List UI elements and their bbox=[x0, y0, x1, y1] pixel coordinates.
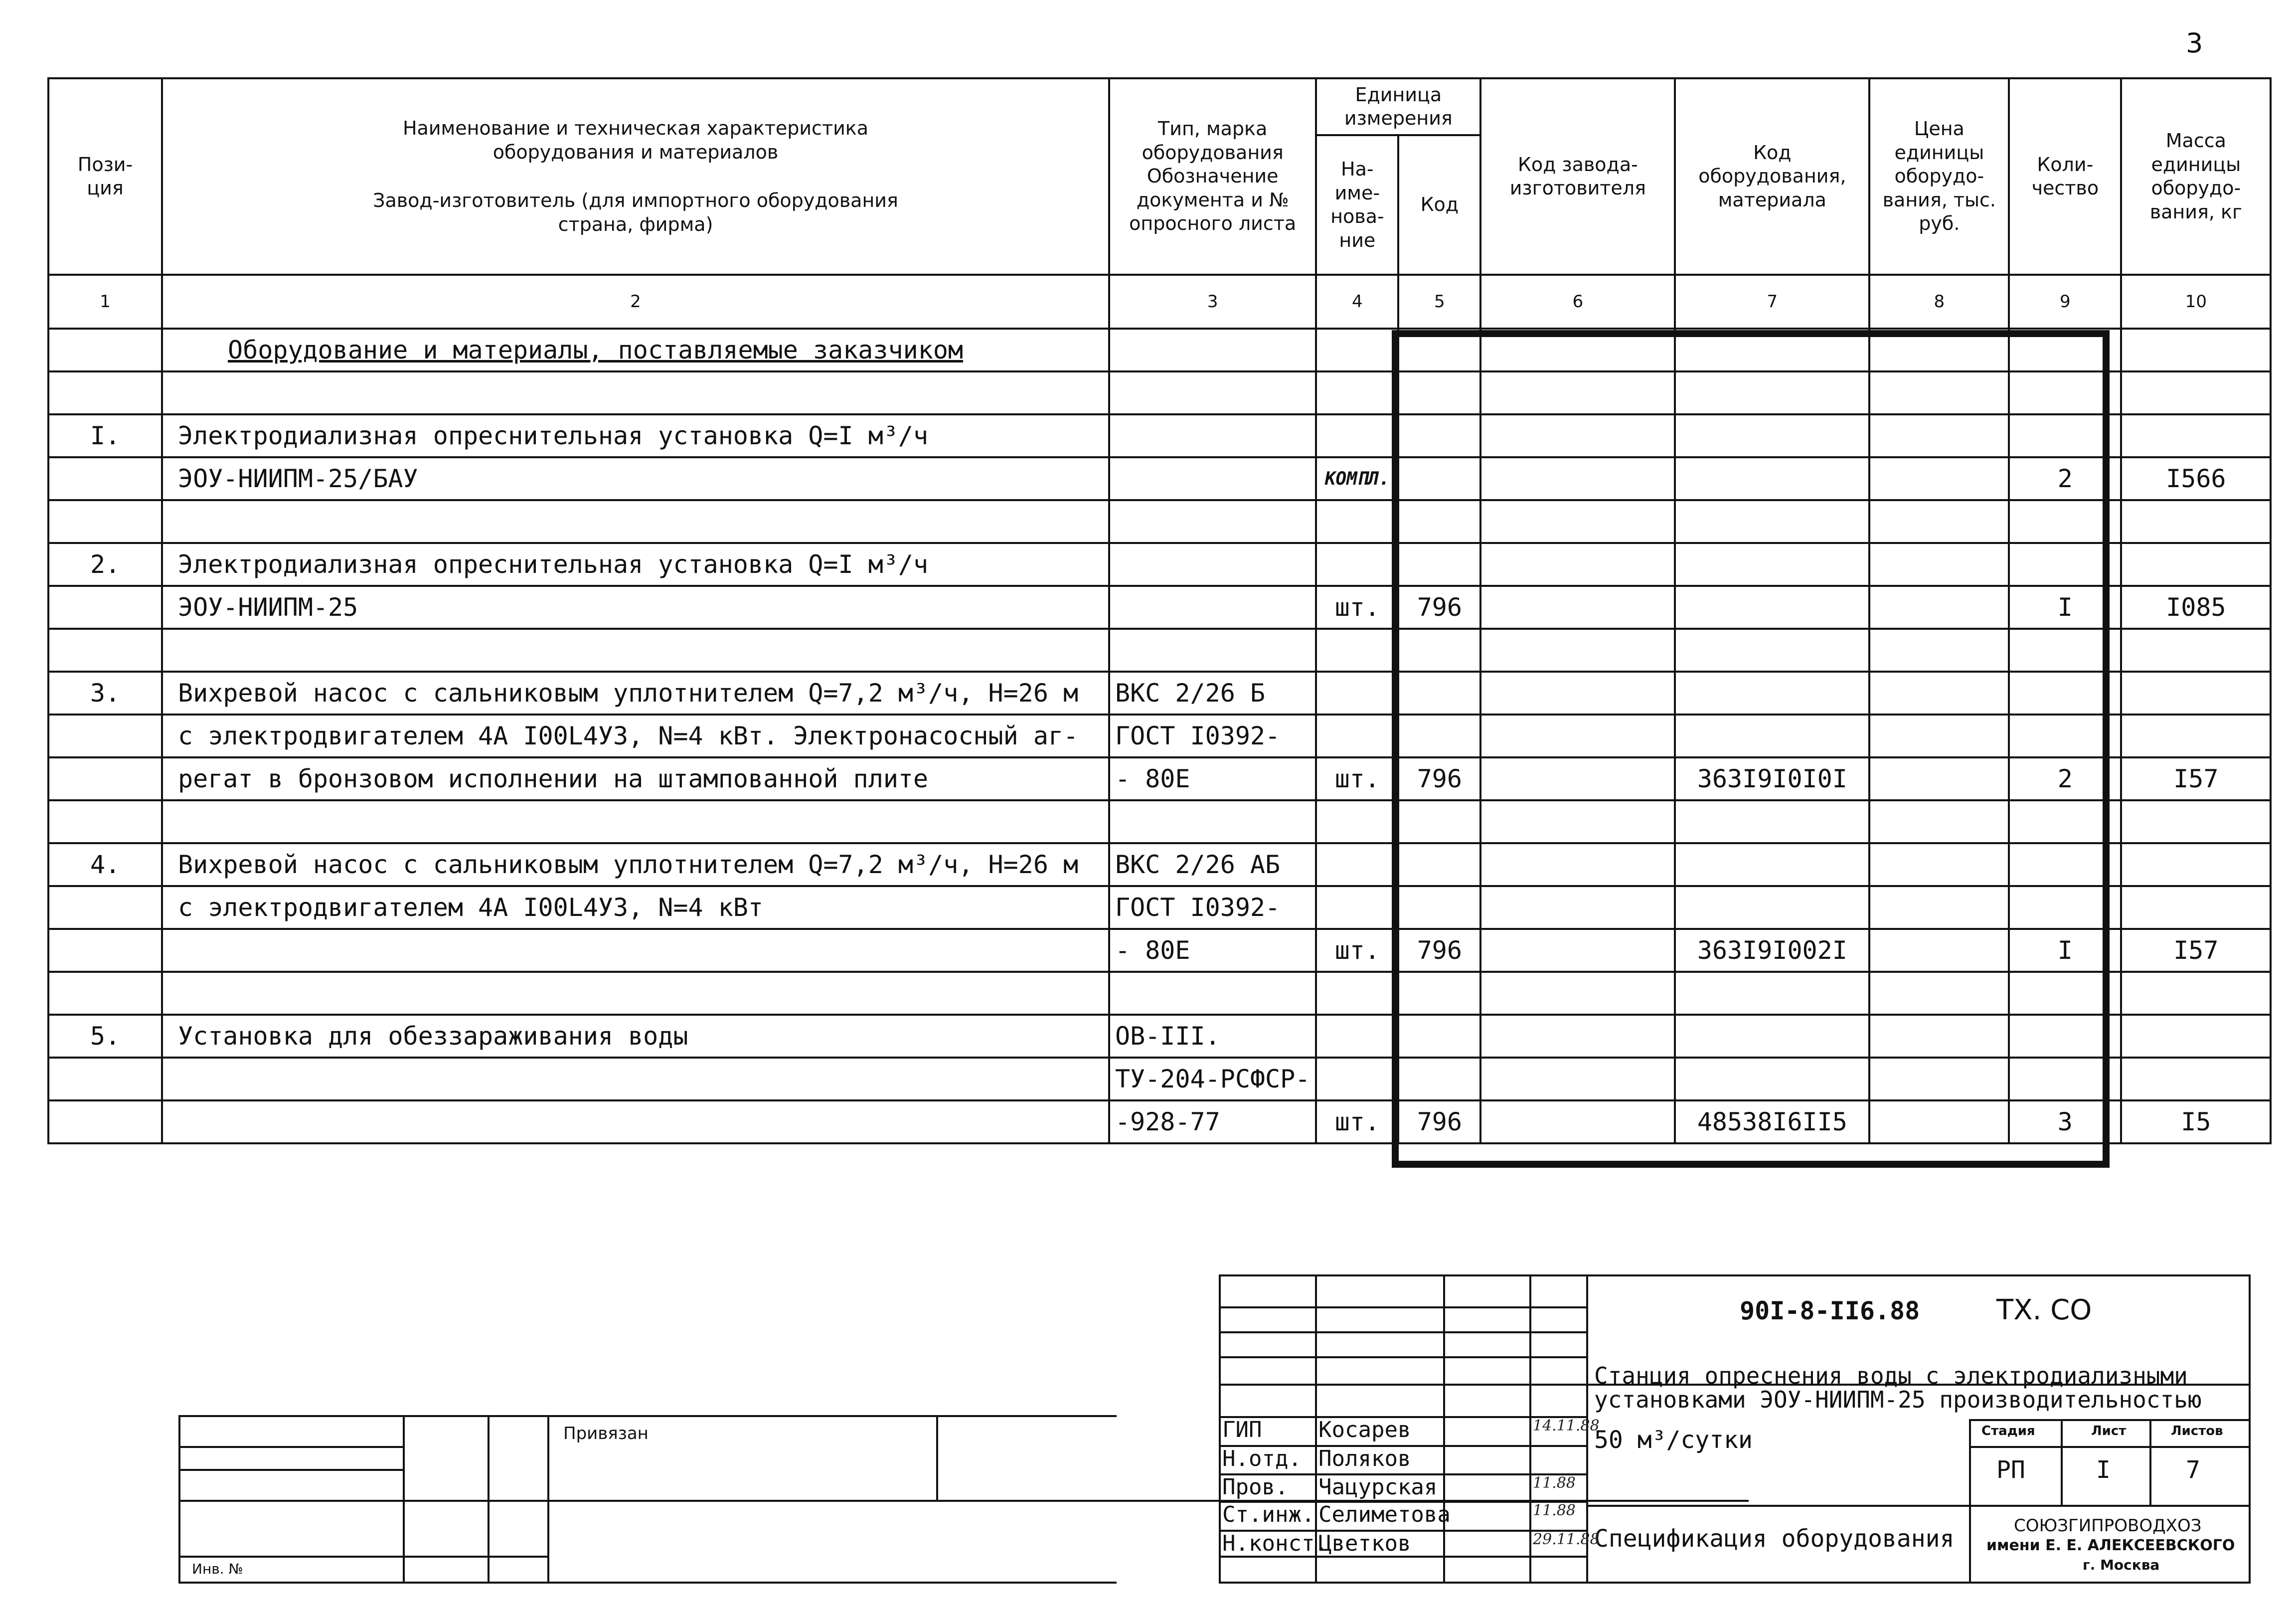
equipment-code-cell bbox=[1675, 629, 1869, 672]
factory-code-cell bbox=[1480, 629, 1675, 672]
factory-code-cell bbox=[1480, 1100, 1675, 1143]
signature-role: Ст.инж. bbox=[1222, 1502, 1315, 1527]
table-row bbox=[48, 972, 2271, 1015]
name-cell: с электродвигателем 4А I00L4У3, N=4 кВт. Электронасосный аг- bbox=[162, 715, 1109, 757]
factory-code-cell bbox=[1480, 1015, 1675, 1058]
header-quantity: Коли- чество bbox=[2009, 78, 2121, 275]
table-row bbox=[48, 1100, 2271, 1143]
signature-role: Н.отд. bbox=[1222, 1446, 1302, 1471]
column-number: 4 bbox=[1316, 275, 1398, 329]
quantity-cell bbox=[2009, 543, 2121, 586]
unit-name-cell: шт. bbox=[1316, 757, 1398, 800]
mass-cell bbox=[2121, 672, 2271, 715]
type-cell bbox=[1109, 457, 1316, 500]
position-cell bbox=[48, 586, 162, 629]
name-cell: с электродвигателем 4А I00L4У3, N=4 кВт bbox=[162, 886, 1109, 929]
quantity-cell bbox=[2009, 886, 2121, 929]
quantity-cell bbox=[2009, 371, 2121, 414]
type-cell bbox=[1109, 414, 1316, 457]
name-cell: Вихревой насос с сальниковым уплотнителем Q=7,2 м³/ч, Н=26 м bbox=[162, 843, 1109, 886]
stage-label: Стадия bbox=[1981, 1424, 2035, 1439]
factory-code-cell bbox=[1480, 972, 1675, 1015]
equipment-code-cell bbox=[1675, 457, 1869, 500]
signature-date: 11.88 bbox=[1533, 1474, 1576, 1492]
column-number: 6 bbox=[1480, 275, 1675, 329]
column-number: 2 bbox=[162, 275, 1109, 329]
mass-cell: I57 bbox=[2121, 757, 2271, 800]
factory-code-cell bbox=[1480, 715, 1675, 757]
position-cell bbox=[48, 929, 162, 972]
equipment-code-cell bbox=[1675, 972, 1869, 1015]
quantity-cell bbox=[2009, 500, 2121, 543]
price-cell bbox=[1869, 715, 2009, 757]
name-cell: Электродиализная опреснительная установка Q=I м³/ч bbox=[162, 543, 1109, 586]
sheet-value: I bbox=[2096, 1456, 2111, 1484]
project-title: Станция опреснения воды с электродиализными установками ЭОУ-НИИПМ-25 производительностью bbox=[1594, 1362, 2202, 1413]
table-row bbox=[48, 1015, 2271, 1058]
quantity-cell bbox=[2009, 843, 2121, 886]
name-cell bbox=[162, 1100, 1109, 1143]
type-cell bbox=[1109, 629, 1316, 672]
table-row bbox=[48, 757, 2271, 800]
inventory-label: Инв. № bbox=[192, 1561, 243, 1577]
price-cell bbox=[1869, 1015, 2009, 1058]
table-row bbox=[48, 457, 2271, 500]
specification-table bbox=[47, 77, 2272, 1144]
column-number: 10 bbox=[2121, 275, 2271, 329]
unit-code-cell bbox=[1398, 1015, 1480, 1058]
unit-name-cell bbox=[1316, 543, 1398, 586]
position-cell: 5. bbox=[48, 1015, 162, 1058]
mass-cell bbox=[2121, 543, 2271, 586]
type-cell bbox=[1109, 500, 1316, 543]
type-cell: ВКС 2/26 Б bbox=[1109, 672, 1316, 715]
header-unit-name: На- име- нова- ние bbox=[1316, 135, 1398, 275]
table-row bbox=[48, 543, 2271, 586]
signature-name: Поляков bbox=[1318, 1446, 1411, 1471]
unit-name-cell: шт. bbox=[1316, 1100, 1398, 1143]
mass-cell bbox=[2121, 972, 2271, 1015]
type-cell bbox=[1109, 586, 1316, 629]
equipment-code-cell bbox=[1675, 414, 1869, 457]
mass-cell: I57 bbox=[2121, 929, 2271, 972]
equipment-code-cell bbox=[1675, 1015, 1869, 1058]
type-cell: ВКС 2/26 АБ bbox=[1109, 843, 1316, 886]
document-mark: ТХ. СО bbox=[1996, 1294, 2092, 1326]
unit-name-cell bbox=[1316, 886, 1398, 929]
signature-name: Цветков bbox=[1318, 1531, 1411, 1556]
table-row bbox=[48, 672, 2271, 715]
price-cell bbox=[1869, 1058, 2009, 1100]
factory-code-cell bbox=[1480, 414, 1675, 457]
table-row bbox=[48, 500, 2271, 543]
equipment-code-cell bbox=[1675, 886, 1869, 929]
unit-code-cell bbox=[1398, 800, 1480, 843]
quantity-cell bbox=[2009, 629, 2121, 672]
mass-cell bbox=[2121, 500, 2271, 543]
organization-name: СОЮЗГИПРОВОДХОЗ bbox=[2014, 1516, 2202, 1536]
unit-code-cell: 796 bbox=[1398, 1100, 1480, 1143]
unit-code-cell bbox=[1398, 457, 1480, 500]
table-row bbox=[48, 800, 2271, 843]
quantity-cell: I bbox=[2009, 929, 2121, 972]
mass-cell bbox=[2121, 886, 2271, 929]
equipment-code-cell bbox=[1675, 800, 1869, 843]
signature-name: Селиметова bbox=[1318, 1502, 1451, 1527]
mass-cell bbox=[2121, 414, 2271, 457]
quantity-cell bbox=[2009, 800, 2121, 843]
table-row bbox=[48, 371, 2271, 414]
unit-code-cell bbox=[1398, 886, 1480, 929]
equipment-code-cell bbox=[1675, 715, 1869, 757]
position-cell bbox=[48, 1058, 162, 1100]
header-unit-group: Единица измерения bbox=[1316, 78, 1480, 135]
name-cell: регат в бронзовом исполнении на штампованной плите bbox=[162, 757, 1109, 800]
unit-code-cell bbox=[1398, 972, 1480, 1015]
signature-date: 29.11.88 bbox=[1533, 1531, 1600, 1548]
position-cell: 3. bbox=[48, 672, 162, 715]
name-cell: ЭОУ-НИИПМ-25/БАУ bbox=[162, 457, 1109, 500]
name-cell bbox=[162, 929, 1109, 972]
sheet-label: Лист bbox=[2091, 1424, 2127, 1439]
equipment-code-cell bbox=[1675, 500, 1869, 543]
table-row bbox=[48, 929, 2271, 972]
factory-code-cell bbox=[1480, 543, 1675, 586]
position-cell bbox=[48, 886, 162, 929]
factory-code-cell bbox=[1480, 929, 1675, 972]
quantity-cell: 3 bbox=[2009, 1100, 2121, 1143]
table-row bbox=[48, 586, 2271, 629]
sheet-number: 3 bbox=[2186, 27, 2203, 59]
equipment-code-cell bbox=[1675, 1058, 1869, 1100]
unit-code-cell bbox=[1398, 715, 1480, 757]
name-cell: ЭОУ-НИИПМ-25 bbox=[162, 586, 1109, 629]
name-cell bbox=[162, 500, 1109, 543]
position-cell bbox=[48, 800, 162, 843]
column-number: 7 bbox=[1675, 275, 1869, 329]
table-row bbox=[48, 1058, 2271, 1100]
type-cell: ТУ-204-РСФСР- bbox=[1109, 1058, 1316, 1100]
type-cell bbox=[1109, 800, 1316, 843]
signature-date: 11.88 bbox=[1533, 1502, 1576, 1519]
header-type: Тип, марка оборудования Обозначение документа и № опросного листа bbox=[1109, 78, 1316, 275]
unit-name-cell: шт. bbox=[1316, 586, 1398, 629]
column-number: 5 bbox=[1398, 275, 1480, 329]
position-cell bbox=[48, 371, 162, 414]
unit-code-cell bbox=[1398, 629, 1480, 672]
factory-code-cell bbox=[1480, 757, 1675, 800]
position-cell bbox=[48, 457, 162, 500]
table-row bbox=[48, 886, 2271, 929]
mass-cell: I566 bbox=[2121, 457, 2271, 500]
header-name bbox=[162, 78, 1109, 275]
table-row bbox=[48, 629, 2271, 672]
unit-code-cell: 796 bbox=[1398, 929, 1480, 972]
price-cell bbox=[1869, 371, 2009, 414]
price-cell bbox=[1869, 414, 2009, 457]
price-cell bbox=[1869, 757, 2009, 800]
header-equipment-code: Код оборудования, материала bbox=[1675, 78, 1869, 275]
position-cell: I. bbox=[48, 414, 162, 457]
mass-cell bbox=[2121, 715, 2271, 757]
equipment-code-cell bbox=[1675, 371, 1869, 414]
type-cell: - 80Е bbox=[1109, 757, 1316, 800]
quantity-cell: 2 bbox=[2009, 457, 2121, 500]
mass-cell: I085 bbox=[2121, 586, 2271, 629]
sheets-value: 7 bbox=[2186, 1456, 2200, 1484]
unit-name-cell bbox=[1316, 500, 1398, 543]
mass-cell bbox=[2121, 1015, 2271, 1058]
factory-code-cell bbox=[1480, 672, 1675, 715]
type-cell bbox=[1109, 972, 1316, 1015]
signature-role: Н.конст. bbox=[1222, 1531, 1328, 1556]
price-cell bbox=[1869, 629, 2009, 672]
unit-name-cell: КОМПЛ. bbox=[1316, 457, 1398, 500]
table-row bbox=[48, 843, 2271, 886]
factory-code-cell bbox=[1480, 500, 1675, 543]
position-cell bbox=[48, 715, 162, 757]
quantity-cell bbox=[2009, 1015, 2121, 1058]
unit-name-cell bbox=[1316, 800, 1398, 843]
price-cell bbox=[1869, 543, 2009, 586]
unit-code-cell bbox=[1398, 843, 1480, 886]
organization-subtitle: имени Е. Е. АЛЕКСЕЕВСКОГО bbox=[1986, 1537, 2235, 1554]
column-number: 1 bbox=[48, 275, 162, 329]
price-cell bbox=[1869, 929, 2009, 972]
signature-role: Пров. bbox=[1222, 1474, 1289, 1500]
name-cell bbox=[162, 1058, 1109, 1100]
column-number: 3 bbox=[1109, 275, 1316, 329]
signature-role: ГИП bbox=[1222, 1417, 1262, 1442]
sheet-title: Спецификация оборудования bbox=[1594, 1525, 1955, 1553]
unit-name-cell bbox=[1316, 1058, 1398, 1100]
header-name-line1: Наименование и техническая характеристика оборудования и материалов bbox=[402, 117, 869, 163]
equipment-code-cell bbox=[1675, 672, 1869, 715]
type-cell bbox=[1109, 543, 1316, 586]
sheets-label: Листов bbox=[2171, 1424, 2223, 1439]
header-price: Цена единицы оборудо-вания, тыс. руб. bbox=[1869, 78, 2009, 275]
type-cell: -928-77 bbox=[1109, 1100, 1316, 1143]
name-cell bbox=[162, 371, 1109, 414]
equipment-code-cell bbox=[1675, 843, 1869, 886]
type-cell: ГОСТ I0392- bbox=[1109, 715, 1316, 757]
position-cell bbox=[48, 757, 162, 800]
document-code: 90I-8-II6.88 bbox=[1740, 1296, 1920, 1325]
factory-code-cell bbox=[1480, 886, 1675, 929]
column-number: 9 bbox=[2009, 275, 2121, 329]
unit-name-cell bbox=[1316, 972, 1398, 1015]
unit-name-cell bbox=[1316, 672, 1398, 715]
position-cell bbox=[48, 1100, 162, 1143]
mass-cell bbox=[2121, 1058, 2271, 1100]
bound-label: Привязан bbox=[563, 1424, 649, 1443]
equipment-code-cell bbox=[1675, 586, 1869, 629]
unit-code-cell bbox=[1398, 1058, 1480, 1100]
equipment-code-cell: 363I9I002I bbox=[1675, 929, 1869, 972]
type-cell bbox=[1109, 371, 1316, 414]
name-cell bbox=[162, 629, 1109, 672]
unit-code-cell bbox=[1398, 371, 1480, 414]
type-cell: ГОСТ I0392- bbox=[1109, 886, 1316, 929]
unit-name-cell bbox=[1316, 843, 1398, 886]
mass-cell: I5 bbox=[2121, 1100, 2271, 1143]
name-cell: Установка для обеззараживания воды bbox=[162, 1015, 1109, 1058]
factory-code-cell bbox=[1480, 843, 1675, 886]
position-cell: 2. bbox=[48, 543, 162, 586]
header-unit-code: Код bbox=[1398, 135, 1480, 275]
equipment-code-cell bbox=[1675, 543, 1869, 586]
signature-name: Косарев bbox=[1318, 1417, 1411, 1442]
position-cell bbox=[48, 972, 162, 1015]
price-cell bbox=[1869, 800, 2009, 843]
quantity-cell: I bbox=[2009, 586, 2121, 629]
price-cell bbox=[1869, 843, 2009, 886]
factory-code-cell bbox=[1480, 586, 1675, 629]
position-cell bbox=[48, 629, 162, 672]
section-title: Оборудование и материалы, поставляемые заказчиком bbox=[162, 329, 1109, 371]
price-cell bbox=[1869, 586, 2009, 629]
section-title-row bbox=[48, 329, 2271, 371]
price-cell bbox=[1869, 886, 2009, 929]
quantity-cell: 2 bbox=[2009, 757, 2121, 800]
mass-cell bbox=[2121, 800, 2271, 843]
price-cell bbox=[1869, 500, 2009, 543]
table-row bbox=[48, 414, 2271, 457]
unit-name-cell bbox=[1316, 414, 1398, 457]
name-cell bbox=[162, 800, 1109, 843]
unit-code-cell bbox=[1398, 500, 1480, 543]
unit-code-cell: 796 bbox=[1398, 757, 1480, 800]
mass-cell bbox=[2121, 371, 2271, 414]
name-cell bbox=[162, 972, 1109, 1015]
price-cell bbox=[1869, 972, 2009, 1015]
table-row bbox=[48, 715, 2271, 757]
unit-code-cell bbox=[1398, 672, 1480, 715]
unit-code-cell: 796 bbox=[1398, 586, 1480, 629]
quantity-cell bbox=[2009, 1058, 2121, 1100]
header-name-line2: Завод-изготовитель (для импортного оборудования страна, фирма) bbox=[373, 189, 898, 235]
capacity: 50 м³/сутки bbox=[1594, 1426, 1753, 1454]
type-cell: ОВ-III. bbox=[1109, 1015, 1316, 1058]
factory-code-cell bbox=[1480, 371, 1675, 414]
unit-name-cell bbox=[1316, 371, 1398, 414]
unit-code-cell bbox=[1398, 543, 1480, 586]
name-cell: Вихревой насос с сальниковым уплотнителем Q=7,2 м³/ч, Н=26 м bbox=[162, 672, 1109, 715]
price-cell bbox=[1869, 672, 2009, 715]
price-cell bbox=[1869, 1100, 2009, 1143]
organization-city: г. Москва bbox=[2083, 1557, 2160, 1573]
equipment-code-cell: 363I9I0I0I bbox=[1675, 757, 1869, 800]
column-number: 8 bbox=[1869, 275, 2009, 329]
signature-date: 14.11.88 bbox=[1533, 1417, 1600, 1435]
signature-name: Чацурская bbox=[1318, 1474, 1438, 1500]
mass-cell bbox=[2121, 629, 2271, 672]
unit-name-cell bbox=[1316, 1015, 1398, 1058]
mass-cell bbox=[2121, 843, 2271, 886]
header-position: Пози- ция bbox=[48, 78, 162, 275]
position-cell bbox=[48, 500, 162, 543]
quantity-cell bbox=[2009, 672, 2121, 715]
unit-name-cell bbox=[1316, 715, 1398, 757]
price-cell bbox=[1869, 457, 2009, 500]
factory-code-cell bbox=[1480, 800, 1675, 843]
header-factory-code: Код завода-изготовителя bbox=[1480, 78, 1675, 275]
position-cell: 4. bbox=[48, 843, 162, 886]
name-cell: Электродиализная опреснительная установка Q=I м³/ч bbox=[162, 414, 1109, 457]
factory-code-cell bbox=[1480, 1058, 1675, 1100]
unit-name-cell: шт. bbox=[1316, 929, 1398, 972]
quantity-cell bbox=[2009, 972, 2121, 1015]
quantity-cell bbox=[2009, 715, 2121, 757]
stage-value: РП bbox=[1996, 1456, 2025, 1484]
unit-name-cell bbox=[1316, 629, 1398, 672]
quantity-cell bbox=[2009, 414, 2121, 457]
type-cell: - 80Е bbox=[1109, 929, 1316, 972]
header-mass: Масса единицы оборудо-вания, кг bbox=[2121, 78, 2271, 275]
factory-code-cell bbox=[1480, 457, 1675, 500]
unit-code-cell bbox=[1398, 414, 1480, 457]
equipment-code-cell: 48538I6II5 bbox=[1675, 1100, 1869, 1143]
